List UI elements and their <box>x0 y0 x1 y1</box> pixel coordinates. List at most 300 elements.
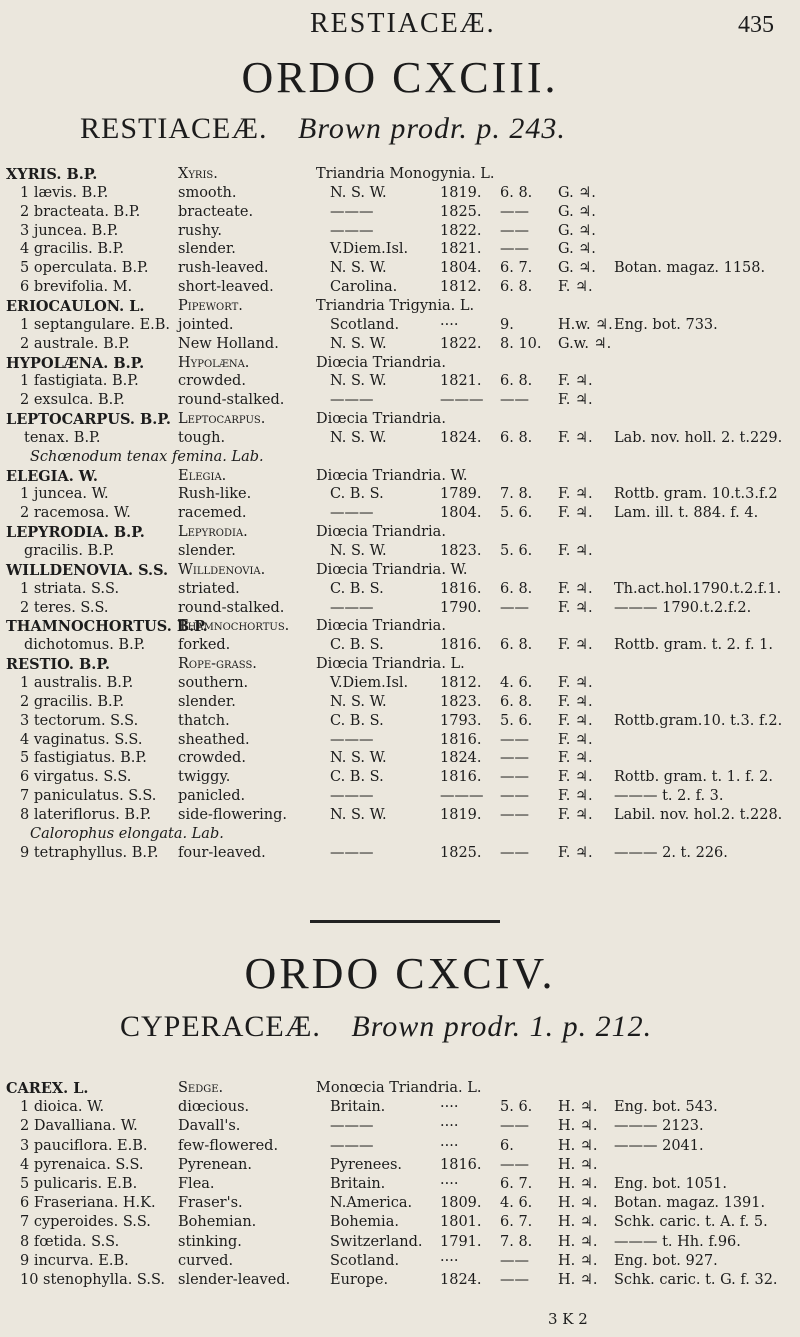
species-name: 9 tetraphyllus. B.P. <box>20 844 159 861</box>
species-name: 8 fœtida. S.S. <box>20 1233 120 1250</box>
habit: F. ♃. <box>558 599 593 616</box>
restiaceae-row <box>0 637 800 656</box>
year: 1823. <box>440 693 482 710</box>
year: 1822. <box>440 222 482 239</box>
habit: H. ♃. <box>558 1137 598 1154</box>
restiaceae-row <box>0 562 800 581</box>
section-divider <box>310 920 500 923</box>
habitat: N. S. W. <box>330 335 387 352</box>
common-name: tough. <box>178 429 226 446</box>
common-name: twiggy. <box>178 769 231 786</box>
restiaceae-row <box>0 788 800 807</box>
habit: H. ♃. <box>558 1156 598 1173</box>
common-name: sheathed. <box>178 731 250 748</box>
reference: Lam. ill. t. 884. f. 4. <box>614 505 759 522</box>
habitat: N. S. W. <box>330 543 387 559</box>
habitat: ——— <box>330 222 374 239</box>
common-name: diœcious. <box>178 1099 250 1116</box>
species-name: 4 pyrenaica. S.S. <box>20 1156 144 1173</box>
genus-name: WILLDENOVIA. S.S. <box>6 561 169 579</box>
habit: G.w. ♃. <box>558 335 612 352</box>
habitat: N. S. W. <box>330 184 387 201</box>
habit: F. ♃. <box>558 429 593 446</box>
species-name: 8 lateriflorus. B.P. <box>20 806 152 823</box>
flowering: —— <box>500 1156 529 1173</box>
habit: F. ♃. <box>558 674 593 691</box>
restiaceae-row <box>0 241 800 260</box>
habit: G. ♃. <box>558 184 596 201</box>
flowering: 6. 8. <box>500 637 533 654</box>
flowering: 6. 8. <box>500 279 533 296</box>
habitat: Britain. <box>330 1176 386 1192</box>
flowering: 6. 7. <box>500 260 533 277</box>
habit: F. ♃. <box>558 788 593 805</box>
family-heading-2 <box>120 1010 652 1044</box>
flowering: 7. 8. <box>500 1233 533 1250</box>
species-name: 6 Fraseriana. H.K. <box>20 1195 156 1212</box>
species-name: 2 bracteata. B.P. <box>20 203 141 220</box>
habitat: N. S. W. <box>330 693 387 710</box>
year: ···· <box>440 1137 459 1154</box>
habit: F. ♃. <box>558 844 593 861</box>
year: 1821. <box>440 241 482 258</box>
year: 1816. <box>440 731 482 748</box>
common-name: bracteate. <box>178 203 254 220</box>
year: 1793. <box>440 712 482 729</box>
habitat: Switzerland. <box>330 1233 423 1250</box>
flowering: 5. 6. <box>500 543 533 559</box>
genus-name: THAMNOCHORTUS. B.P. <box>6 618 208 636</box>
species-name: 2 teres. S.S. <box>20 599 109 616</box>
flowering: 6. <box>500 1137 514 1154</box>
habitat: ——— <box>330 1137 374 1154</box>
common-name: Bohemian. <box>178 1214 257 1231</box>
habit: F. ♃. <box>558 750 593 767</box>
genus-name: RESTIO. B.P. <box>6 656 110 674</box>
habitat: ——— <box>330 788 374 805</box>
common-name: slender. <box>178 693 236 710</box>
habitat: Scotland. <box>330 316 400 333</box>
habitat: ——— <box>330 1118 374 1135</box>
restiaceae-row <box>0 656 800 675</box>
order-title-2: ORDO CXCIV. <box>244 949 556 998</box>
year: ——— <box>440 788 484 805</box>
cyperaceae-row <box>0 1176 800 1195</box>
habit: F. ♃. <box>558 543 593 559</box>
habitat: Carolina. <box>330 279 398 296</box>
restiaceae-row <box>0 317 800 336</box>
habitat: ——— <box>330 844 374 861</box>
species-name: 9 incurva. E.B. <box>20 1252 129 1269</box>
species-name: 10 stenophylla. S.S. <box>20 1272 165 1288</box>
order-title-1: ORDO CXCIII. <box>241 53 559 102</box>
restiaceae-row <box>0 355 800 374</box>
cyperaceae-row <box>0 1214 800 1233</box>
common-name: Rope-grass. <box>178 656 257 673</box>
reference: Rottb. gram. 10.t.3.f.2 <box>614 486 778 503</box>
reference: Eng. bot. 543. <box>614 1099 718 1116</box>
habit: H. ♃. <box>558 1118 598 1135</box>
flowering: 5. 6. <box>500 712 533 729</box>
restiaceae-row <box>0 279 800 298</box>
flowering: 6. 8. <box>500 580 533 597</box>
habit: F. ♃. <box>558 693 593 710</box>
reference: Labil. nov. hol.2. t.228. <box>614 806 783 823</box>
reference: ——— t. 2. f. 3. <box>614 788 724 805</box>
habit: G. ♃. <box>558 241 596 258</box>
restiaceae-row <box>0 581 800 600</box>
habitat: ——— <box>330 599 374 616</box>
reference: Rottb. gram. t. 1. f. 2. <box>614 769 774 786</box>
flowering: 5. 6. <box>500 505 533 522</box>
common-name: slender. <box>178 543 236 559</box>
flowering: —— <box>500 750 529 767</box>
common-name: stinking. <box>178 1233 242 1250</box>
restiaceae-row <box>0 430 800 449</box>
year: 1825. <box>440 844 482 861</box>
year: 1816. <box>440 1156 482 1173</box>
habitat: V.Diem.Isl. <box>330 674 409 691</box>
restiaceae-row <box>0 411 800 430</box>
common-name: Xyris. <box>178 166 218 182</box>
common-name: few-flowered. <box>178 1137 279 1154</box>
printer-signature: 3 K 2 <box>548 1310 588 1328</box>
habit: H.w. ♃. <box>558 316 613 333</box>
common-name: round-stalked. <box>178 599 285 616</box>
year: ···· <box>440 1118 459 1135</box>
habitat: Triandria Trigynia. L. <box>316 297 475 314</box>
year: 1824. <box>440 1272 482 1288</box>
common-name: slender-leaved. <box>178 1272 291 1288</box>
common-name: forked. <box>178 637 231 654</box>
species-name: gracilis. B.P. <box>24 543 115 559</box>
habitat: ——— <box>330 203 374 220</box>
cyperaceae-row <box>0 1272 800 1291</box>
common-name: rush-leaved. <box>178 260 269 277</box>
habit: F. ♃. <box>558 373 593 390</box>
species-name: 1 australis. B.P. <box>20 674 134 691</box>
genus-name: CAREX. L. <box>6 1080 89 1097</box>
common-name: short-leaved. <box>178 279 274 296</box>
species-name: dichotomus. B.P. <box>24 637 146 654</box>
flowering: —— <box>500 222 529 239</box>
habit: F. ♃. <box>558 505 593 522</box>
habitat: Diœcia Triandria. <box>316 618 446 635</box>
habit: F. ♃. <box>558 392 593 409</box>
reference: ——— t. Hh. f.96. <box>614 1233 741 1250</box>
species-name: 5 fastigiatus. B.P. <box>20 750 147 767</box>
year: 1821. <box>440 373 482 390</box>
flowering: —— <box>500 806 529 823</box>
genus-name: LEPTOCARPUS. B.P. <box>6 411 171 429</box>
reference: Lab. nov. holl. 2. t.229. <box>614 429 783 446</box>
habitat: V.Diem.Isl. <box>330 241 409 258</box>
habitat: Triandria Monogynia. L. <box>316 166 495 182</box>
year: 1812. <box>440 674 482 691</box>
year: 1789. <box>440 486 482 503</box>
year: 1804. <box>440 505 482 522</box>
restiaceae-row <box>0 769 800 788</box>
species-name: 7 cyperoides. S.S. <box>20 1214 151 1231</box>
habitat: N. S. W. <box>330 373 387 390</box>
flowering: —— <box>500 392 529 409</box>
habit: F. ♃. <box>558 731 593 748</box>
restiaceae-row <box>0 845 800 864</box>
flowering: —— <box>500 788 529 805</box>
common-name: Lepyrodia. <box>178 524 248 541</box>
species-name: 4 gracilis. B.P. <box>20 241 125 258</box>
species-name: 3 tectorum. S.S. <box>20 712 139 729</box>
year: 1804. <box>440 260 482 277</box>
habitat: Diœcia Triandria. W. <box>316 561 468 578</box>
flowering: 6. 8. <box>500 693 533 710</box>
page-number: 435 <box>738 12 774 38</box>
restiaceae-row <box>0 166 800 185</box>
restiaceae-row <box>0 486 800 505</box>
genus-name: LEPYRODIA. B.P. <box>6 524 145 542</box>
habitat: C. B. S. <box>330 637 384 654</box>
family-ref-1: Brown prodr. p. 243. <box>298 112 566 145</box>
restiaceae-row <box>0 505 800 524</box>
family-name-1: RESTIACEÆ. <box>80 112 268 145</box>
year: ···· <box>440 1099 459 1116</box>
genus-name: XYRIS. B.P. <box>6 166 98 183</box>
species-name: 2 australe. B.P. <box>20 335 130 352</box>
common-name: rushy. <box>178 222 222 239</box>
species-name: 4 vaginatus. S.S. <box>20 731 143 748</box>
flowering: —— <box>500 1272 529 1288</box>
restiaceae-row <box>0 336 800 355</box>
restiaceae-row <box>0 524 800 543</box>
habitat: Pyrenees. <box>330 1156 403 1173</box>
species-name: 2 Davalliana. W. <box>20 1118 138 1135</box>
reference: Schk. caric. t. A. f. 5. <box>614 1214 768 1231</box>
species-name: 3 juncea. B.P. <box>20 222 119 239</box>
flowering: 6. 8. <box>500 429 533 446</box>
habitat: C. B. S. <box>330 712 384 729</box>
habit: F. ♃. <box>558 580 593 597</box>
species-name: Schœnodum tenax femina. Lab. <box>30 448 264 465</box>
species-name: 1 lævis. B.P. <box>20 184 109 201</box>
restiaceae-row <box>0 204 800 223</box>
year: 1816. <box>440 580 482 597</box>
habitat: Diœcia Triandria. L. <box>316 656 465 673</box>
habitat: N. S. W. <box>330 260 387 277</box>
habitat: ——— <box>330 731 374 748</box>
reference: ——— 2041. <box>614 1137 704 1154</box>
common-name: smooth. <box>178 184 237 201</box>
reference: Schk. caric. t. G. f. 32. <box>614 1272 778 1288</box>
restiaceae-row <box>0 185 800 204</box>
restiaceae-row <box>0 675 800 694</box>
year: 1809. <box>440 1195 482 1212</box>
habit: F. ♃. <box>558 486 593 503</box>
year: 1801. <box>440 1214 482 1231</box>
habitat: C. B. S. <box>330 486 384 503</box>
species-table-1 <box>0 166 800 886</box>
restiaceae-row <box>0 713 800 732</box>
restiaceae-row <box>0 543 800 562</box>
species-name: 2 gracilis. B.P. <box>20 693 125 710</box>
species-name: 2 racemosa. W. <box>20 505 131 522</box>
running-head-title: RESTIACEÆ. <box>310 8 496 39</box>
flowering: 6. 8. <box>500 373 533 390</box>
habit: H. ♃. <box>558 1214 598 1231</box>
reference: ——— 2. t. 226. <box>614 844 728 861</box>
family-ref-2: Brown prodr. 1. p. 212. <box>351 1010 653 1043</box>
species-name: 7 paniculatus. S.S. <box>20 788 157 805</box>
flowering: 7. 8. <box>500 486 533 503</box>
species-name: Calorophus elongata. Lab. <box>30 825 224 842</box>
species-name: 5 pulicaris. E.B. <box>20 1176 138 1192</box>
habit: G. ♃. <box>558 203 596 220</box>
flowering: 5. 6. <box>500 1099 533 1116</box>
common-name: racemed. <box>178 505 247 522</box>
year: 1822. <box>440 335 482 352</box>
restiaceae-row <box>0 392 800 411</box>
year: 1791. <box>440 1233 482 1250</box>
species-name: 1 septangulare. E.B. <box>20 316 171 333</box>
flowering: —— <box>500 769 529 786</box>
cyperaceae-row <box>0 1099 800 1118</box>
common-name: panicled. <box>178 788 246 805</box>
common-name: Pipewort. <box>178 297 243 314</box>
common-name: striated. <box>178 580 240 597</box>
habit: G. ♃. <box>558 260 596 277</box>
habitat: N.America. <box>330 1195 413 1212</box>
species-table-2 <box>0 1080 800 1320</box>
year: ——— <box>440 392 484 409</box>
species-name: 6 virgatus. S.S. <box>20 769 132 786</box>
habitat: Diœcia Triandria. <box>316 411 446 428</box>
species-name: 1 striata. S.S. <box>20 580 120 597</box>
restiaceae-row <box>0 750 800 769</box>
species-name: 2 exsulca. B.P. <box>20 392 125 409</box>
habitat: Britain. <box>330 1099 386 1116</box>
cyperaceae-row <box>0 1138 800 1157</box>
habitat: Diœcia Triandria. <box>316 524 446 541</box>
year: 1790. <box>440 599 482 616</box>
restiaceae-row <box>0 260 800 279</box>
year: ···· <box>440 1252 459 1269</box>
cyperaceae-row <box>0 1157 800 1176</box>
year: ···· <box>440 316 459 333</box>
common-name: Sedge. <box>178 1080 224 1096</box>
flowering: 4. 6. <box>500 674 533 691</box>
habitat: Europe. <box>330 1272 389 1288</box>
restiaceae-row <box>0 600 800 619</box>
habitat: Bohemia. <box>330 1214 399 1231</box>
habit: H. ♃. <box>558 1272 598 1288</box>
habit: H. ♃. <box>558 1176 598 1192</box>
common-name: Davall's. <box>178 1118 241 1135</box>
cyperaceae-row <box>0 1118 800 1137</box>
common-name: Willdenovia. <box>178 561 266 578</box>
habitat: Monœcia Triandria. L. <box>316 1080 482 1096</box>
restiaceae-row <box>0 618 800 637</box>
family-name-2: CYPERACEÆ. <box>120 1010 321 1043</box>
restiaceae-row <box>0 732 800 751</box>
species-name: tenax. B.P. <box>24 429 101 446</box>
common-name: round-stalked. <box>178 392 285 409</box>
restiaceae-row <box>0 694 800 713</box>
reference: Rottb. gram. t. 2. f. 1. <box>614 637 774 654</box>
common-name: four-leaved. <box>178 844 266 861</box>
reference: Botan. magaz. 1158. <box>614 260 766 277</box>
year: 1816. <box>440 637 482 654</box>
flowering: —— <box>500 844 529 861</box>
habitat: C. B. S. <box>330 769 384 786</box>
restiaceae-row <box>0 807 800 826</box>
common-name: New Holland. <box>178 335 279 352</box>
habitat: N. S. W. <box>330 750 387 767</box>
common-name: Rush-like. <box>178 486 252 503</box>
year: ···· <box>440 1176 459 1192</box>
common-name: Fraser's. <box>178 1195 243 1212</box>
genus-name: ERIOCAULON. L. <box>6 297 145 315</box>
year: 1823. <box>440 543 482 559</box>
year: 1812. <box>440 279 482 296</box>
restiaceae-row <box>0 373 800 392</box>
common-name: crowded. <box>178 373 246 390</box>
common-name: slender. <box>178 241 236 258</box>
year: 1825. <box>440 203 482 220</box>
reference: Th.act.hol.1790.t.2.f.1. <box>614 580 782 597</box>
common-name: Leptocarpus. <box>178 411 266 428</box>
flowering: 8. 10. <box>500 335 542 352</box>
common-name: side-flowering. <box>178 806 288 823</box>
habit: H. ♃. <box>558 1252 598 1269</box>
species-name: 6 brevifolia. M. <box>20 279 133 296</box>
flowering: 9. <box>500 316 514 333</box>
species-name: 3 pauciflora. E.B. <box>20 1137 148 1154</box>
flowering: —— <box>500 1252 529 1269</box>
habit: F. ♃. <box>558 806 593 823</box>
flowering: —— <box>500 731 529 748</box>
flowering: 6. 7. <box>500 1214 533 1231</box>
habit: F. ♃. <box>558 712 593 729</box>
habit: H. ♃. <box>558 1195 598 1212</box>
year: 1824. <box>440 750 482 767</box>
reference: Eng. bot. 927. <box>614 1252 718 1269</box>
genus-name: HYPOLÆNA. B.P. <box>6 354 145 372</box>
habit: G. ♃. <box>558 222 596 239</box>
cyperaceae-row <box>0 1080 800 1099</box>
habitat: N. S. W. <box>330 806 387 823</box>
habitat: ——— <box>330 392 374 409</box>
flowering: 6. 8. <box>500 184 533 201</box>
species-name: 5 operculata. B.P. <box>20 260 149 277</box>
habitat: C. B. S. <box>330 580 384 597</box>
family-heading-1 <box>80 112 566 146</box>
reference: Botan. magaz. 1391. <box>614 1195 766 1212</box>
restiaceae-row <box>0 223 800 242</box>
habitat: Scotland. <box>330 1252 400 1269</box>
reference: Eng. bot. 1051. <box>614 1176 727 1192</box>
habitat: ——— <box>330 505 374 522</box>
year: 1819. <box>440 806 482 823</box>
flowering: —— <box>500 599 529 616</box>
species-name: 1 juncea. W. <box>20 486 109 503</box>
common-name: Thamnochortus. <box>178 618 290 635</box>
reference: ——— 1790.t.2.f.2. <box>614 599 752 616</box>
genus-name: ELEGIA. W. <box>6 467 98 485</box>
flowering: —— <box>500 1118 529 1135</box>
flowering: —— <box>500 203 529 220</box>
reference: Eng. bot. 733. <box>614 316 718 333</box>
reference: ——— 2123. <box>614 1118 704 1135</box>
reference: Rottb.gram.10. t.3. f.2. <box>614 712 783 729</box>
